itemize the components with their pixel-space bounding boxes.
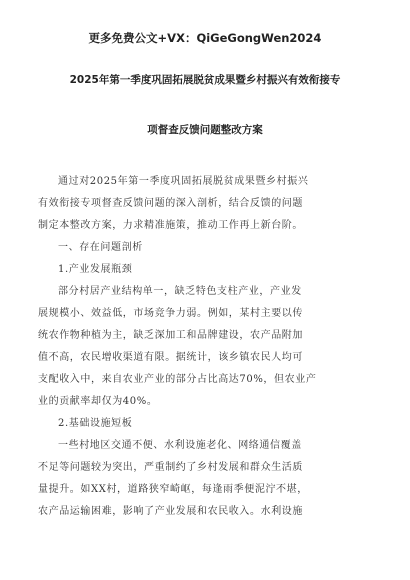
body-line: 支配收入中，来自农业产业的部分占比高达70%，但农业产 xyxy=(38,374,317,385)
body-line: 通过对2025年第一季度巩固拓展脱贫成果暨乡村振兴 xyxy=(58,176,309,187)
subsection-heading: 1.产业发展瓶颈 xyxy=(58,264,133,275)
body-line: 有效衔接专项督查反馈问题的深入剖析，结合反馈的问题 xyxy=(38,198,303,209)
body-line: 展规模小、效益低，市场竞争力弱。例如，某村主要以传 xyxy=(38,308,303,319)
body-line: 不足等问题较为突出，严重制约了乡村发展和群众生活质 xyxy=(38,462,303,473)
promo-header: 更多免费公文+VX：QiGeGongWen2024 xyxy=(88,31,322,45)
body-line: 部分村居产业结构单一，缺乏特色支柱产业，产业发 xyxy=(58,286,302,297)
body-line: 制定本整改方案，力求精准施策，推动工作再上新台阶。 xyxy=(38,220,303,231)
section-heading: 一、存在问题剖析 xyxy=(58,242,143,253)
body-line: 量提升。如XX村，道路狭窄崎岖，每逢雨季便泥泞不堪， xyxy=(38,484,308,495)
body-line: 一些村地区交通不便、水利设施老化、网络通信覆盖 xyxy=(58,440,302,451)
body-line: 业的贡献率却仅为40%。 xyxy=(38,396,158,407)
document-title-line-1: 2025年第一季度巩固拓展脱贫成果暨乡村振兴有效衔接专 xyxy=(69,74,341,86)
document-title-line-2: 项督查反馈问题整改方案 xyxy=(147,124,263,136)
body-line: 值不高，农民增收渠道有限。据统计，该乡镇农民人均可 xyxy=(38,352,303,363)
body-line: 农产品运输困难，影响了产业发展和农民收入。水利设施 xyxy=(38,506,303,517)
subsection-heading: 2.基础设施短板 xyxy=(58,418,133,429)
body-line: 统农作物种植为主，缺乏深加工和品牌建设，农产品附加 xyxy=(38,330,303,341)
